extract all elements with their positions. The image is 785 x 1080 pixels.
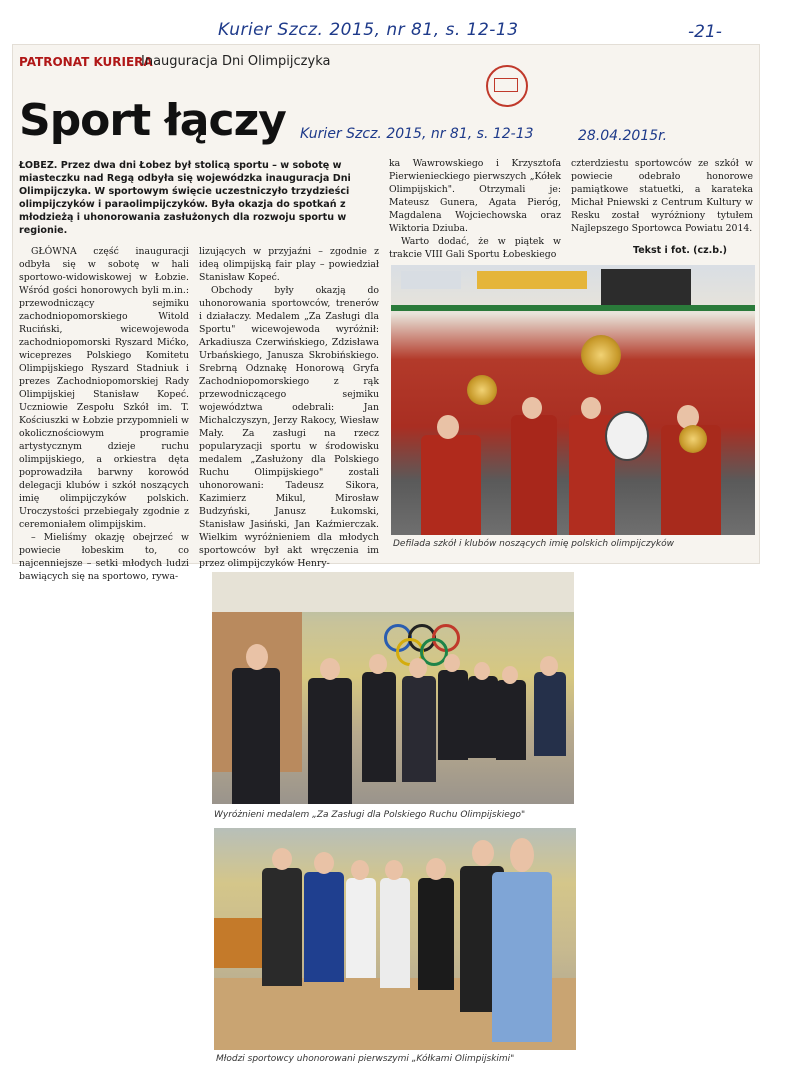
section-title: Inauguracja Dni Olimpijczyka: [141, 54, 331, 69]
photo-caption: Defilada szkół i klubów noszących imię polskich olimpijczyków: [393, 539, 674, 549]
paragraph: Warto dodać, że w piątek w trakcie VIII Gali Sportu Łobeskiego: [389, 236, 561, 260]
handwritten-source-note: Kurier Szcz. 2015, nr 81, s. 12-13: [218, 20, 519, 40]
newspaper-clipping: [12, 44, 760, 582]
article-column-3: [389, 157, 561, 261]
article-column-1: [19, 245, 189, 583]
handwritten-page-number: -21-: [688, 22, 722, 42]
paragraph: ka Wawrowskiego i Krzysztofa Pierwienieckiego pierwszych „Kółek Olimpijskich". Otrzymali je: Mateusz Gunera, Agata Pieróg, Magdalena Wojciechowska oraz Wiktoria Dziuba.: [389, 158, 561, 234]
photo-caption: Młodzi sportowcy uhonorowani pierwszymi „Kółkami Olimpijskimi": [216, 1054, 515, 1064]
photo-parade: [391, 265, 755, 535]
article-column-4: [571, 157, 753, 235]
library-stamp-icon: [486, 65, 528, 107]
photo-medal-ceremony: [212, 572, 574, 804]
paragraph: GŁÓWNA część inauguracji odbyła się w sobotę w hali sportowo-widowiskowej w Łobzie. Wśród gości honorowych byli m.in.: przewodniczący sejmiku zachodniopomorskiego Witold Ruciński, wicewojewoda zachodniopomorski Ryszard Mićko, wiceprezes Polskiego Komitetu Olimpijskiego Ryszard Stadniuk i prezes Zachodniopomorskiej Rady Olimpijskiej Stanisław Kopeć. Uczniowie Zespołu Szkół im. T. Kościuszki w Łobzie przypomnieli w okolicznościowym programie artystycznym dzieje ruchu olimpijskiego, a orkiestra dęta poprowadziła barwny korowód delegacji klubów i szkół noszących imię olimpijczyków polskich. Uroczystości przebiegały zgodnie z ceremoniałem olimpijskim.: [19, 246, 189, 530]
photo-caption: Wyróżnieni medalem „Za Zasługi dla Polskiego Ruchu Olimpijskiego": [214, 810, 526, 820]
paragraph: – Mieliśmy okazję obejrzeć w powiecie łobeskim to, co najcenniejsze – setki młodych ludzi bawiących się na sportowo, rywa-: [19, 532, 189, 582]
handwritten-source-note: Kurier Szcz. 2015, nr 81, s. 12-13: [300, 126, 534, 142]
handwritten-date: 28.04.2015r.: [578, 128, 668, 144]
kicker-label: PATRONAT KURIERA: [19, 55, 153, 69]
lead-paragraph: ŁOBEZ. Przez dwa dni Łobez był stolicą sportu – w sobotę w miasteczku nad Regą odbyła się wojewódzka inauguracja Dni Olimpijczyka. W sportowym święcie uczestniczyło trzydzieści olimpijczyków i paraolimpijczyków. Była okazja do spotkań z młodzieżą i uhonorowania zasłużonych dla rozwoju sportu w regionie.: [19, 160, 351, 236]
paragraph: czterdziestu sportowców ze szkół w powiecie odebrało honorowe pamiątkowe statuetki, a karateka Michał Pniewski z Centrum Kultury w Resku został wyróżniony tytułem Najlepszego Sportowca Powiatu 2014.: [571, 158, 753, 234]
article-column-2: [199, 245, 379, 570]
paragraph: Obchody były okazją do uhonorowania sportowców, trenerów i działaczy. Medalem „Za Zasługi dla Sportu" wicewojewoda wyróżnił: Arkadiusza Czerwińskiego, Zdzisława Urbańskiego, Janusza Skrobińskiego. Srebrną Odznakę Honorową Gryfa Zachodniopomorskiego z rąk przewodniczącego sejmiku województwa odebrali: Jan Michalczyszyn, Jerzy Rakocy, Wiesław Mały. Za zasługi na rzecz popularyzacji sportu w środowisku medalem „Zasłużony dla Polskiego Ruchu Olimpijskiego" zostali uhonorowani: Tadeusz Sikora, Kazimierz Mikul, Mirosław Budzyński, Janusz Łukomski, Stanisław Jasiński, Jan Kaźmierczak. Wielkim wyróżnieniem dla młodych sportowców był akt wręczenia im przez olimpijczyków Henry-: [199, 285, 379, 569]
headline: Sport łączy: [19, 95, 286, 146]
photo-credit: Tekst i fot. (cz.b.): [633, 245, 728, 256]
paragraph: lizujących w przyjaźni – zgodnie z ideą olimpijską fair play – powiedział Stanisław Kopeć.: [199, 246, 379, 283]
photo-young-athletes: [214, 828, 576, 1050]
